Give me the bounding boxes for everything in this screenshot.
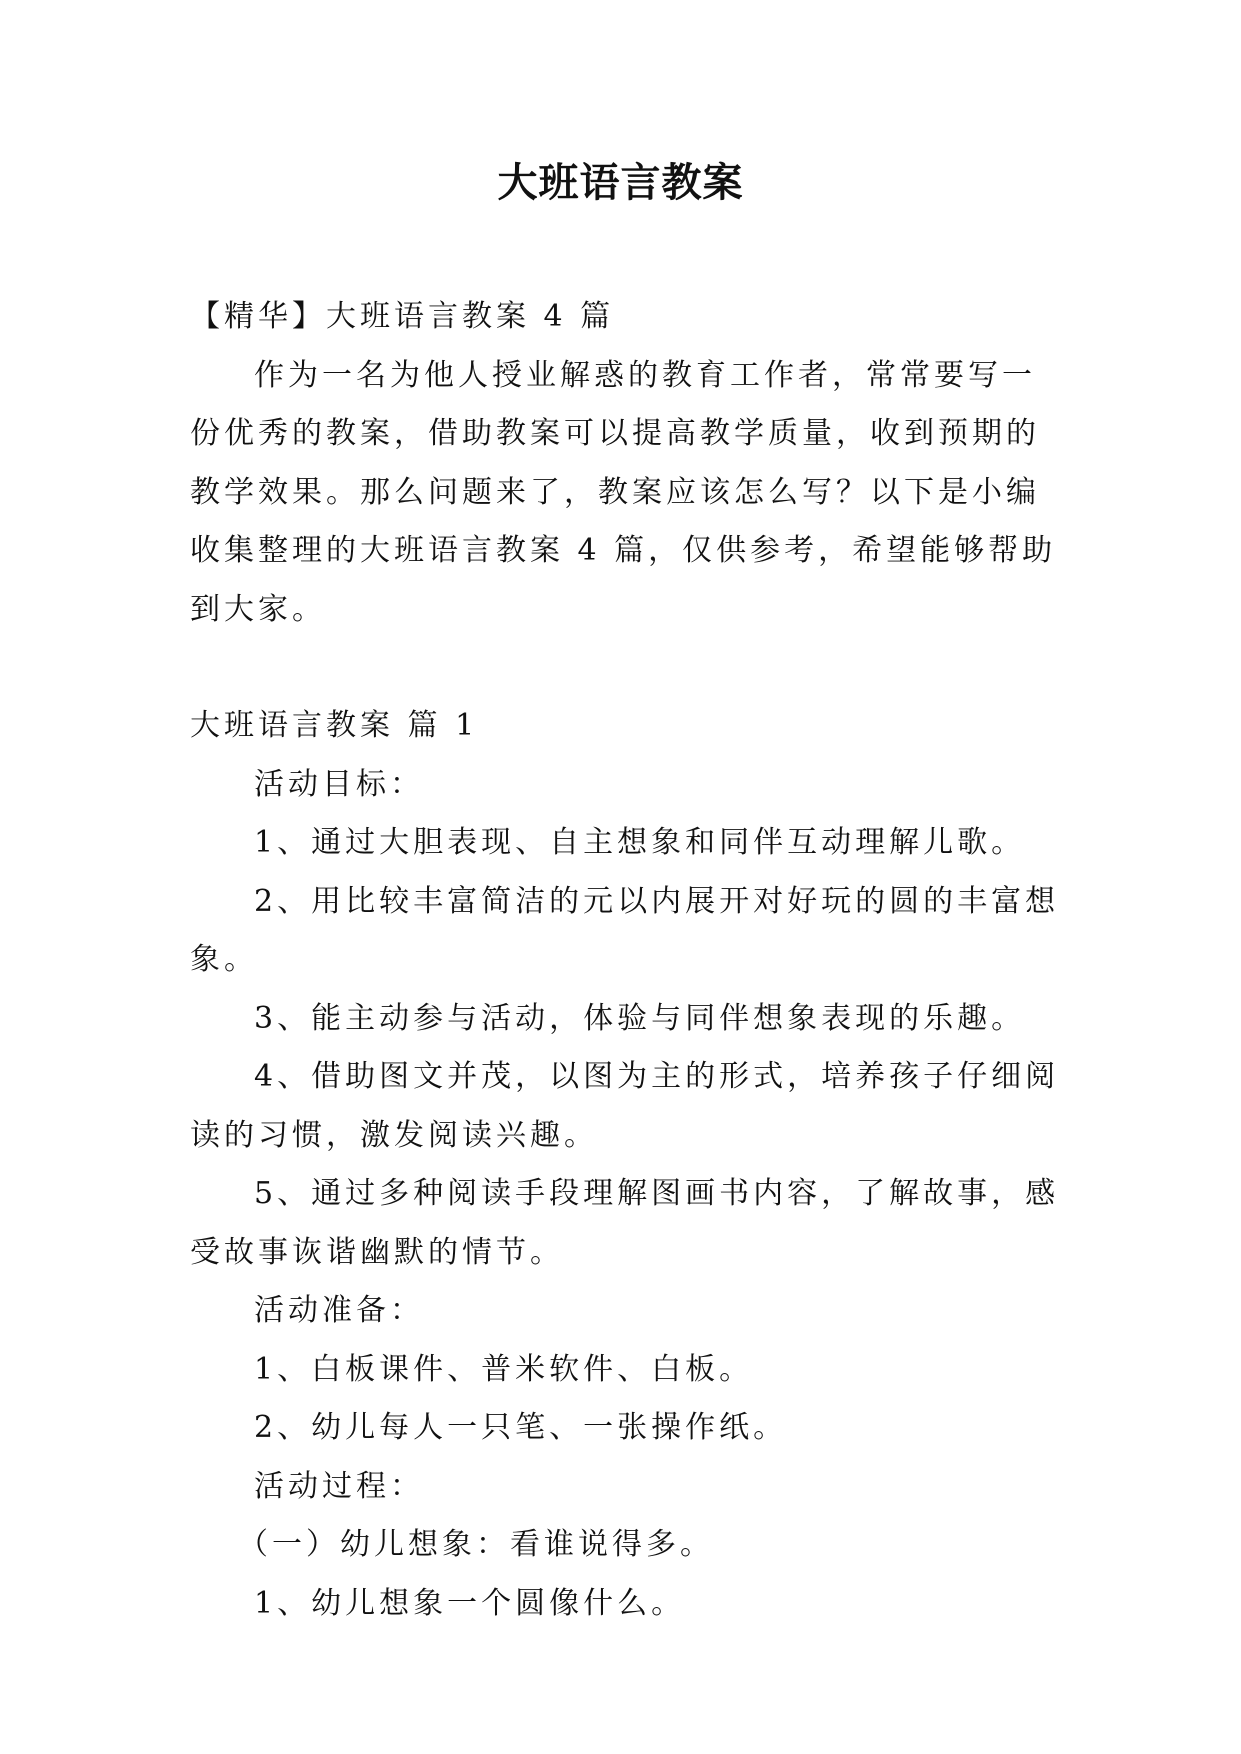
process-heading: 活动过程： <box>254 1468 424 1504</box>
document-body <box>190 288 1060 1633</box>
goal-item: 5、通过多种阅读手段理解图画书内容，了解故事，感受故事诙谐幽默的情节。 <box>190 1176 1060 1270</box>
intro-paragraph: 作为一名为他人授业解惑的教育工作者，常常要写一份优秀的教案，借助教案可以提高教学质量，收到预期的教学效果。那么问题来了，教案应该怎么写？以下是小编收集整理的大班语言教案 4 篇，仅供参考，希望能够帮助到大家。 <box>190 357 1057 627</box>
goal-item: 1、通过大胆表现、自主想象和同伴互动理解儿歌。 <box>254 825 1026 860</box>
process-item: 1、幼儿想象一个圆像什么。 <box>254 1585 686 1621</box>
prep-item: 2、幼儿每人一只笔、一张操作纸。 <box>254 1410 788 1445</box>
section-heading: 大班语言教案 篇 1 <box>190 708 479 743</box>
goal-item: 2、用比较丰富简洁的元以内展开对好玩的圆的丰富想象。 <box>190 883 1060 977</box>
prep-heading: 活动准备： <box>254 1293 424 1328</box>
document-subtitle: 【精华】大班语言教案 4 篇 <box>190 299 615 334</box>
goal-item: 3、能主动参与活动，体验与同伴想象表现的乐趣。 <box>254 1000 1026 1036</box>
process-step: （一）幼儿想象：看谁说得多。 <box>238 1527 714 1562</box>
goals-heading: 活动目标： <box>254 766 424 802</box>
goal-item: 4、借助图文并茂，以图为主的形式，培养孩子仔细阅读的习惯，激发阅读兴趣。 <box>190 1059 1060 1153</box>
document-title: 大班语言教案 <box>497 159 744 206</box>
prep-item: 1、白板课件、普米软件、白板。 <box>254 1351 754 1387</box>
